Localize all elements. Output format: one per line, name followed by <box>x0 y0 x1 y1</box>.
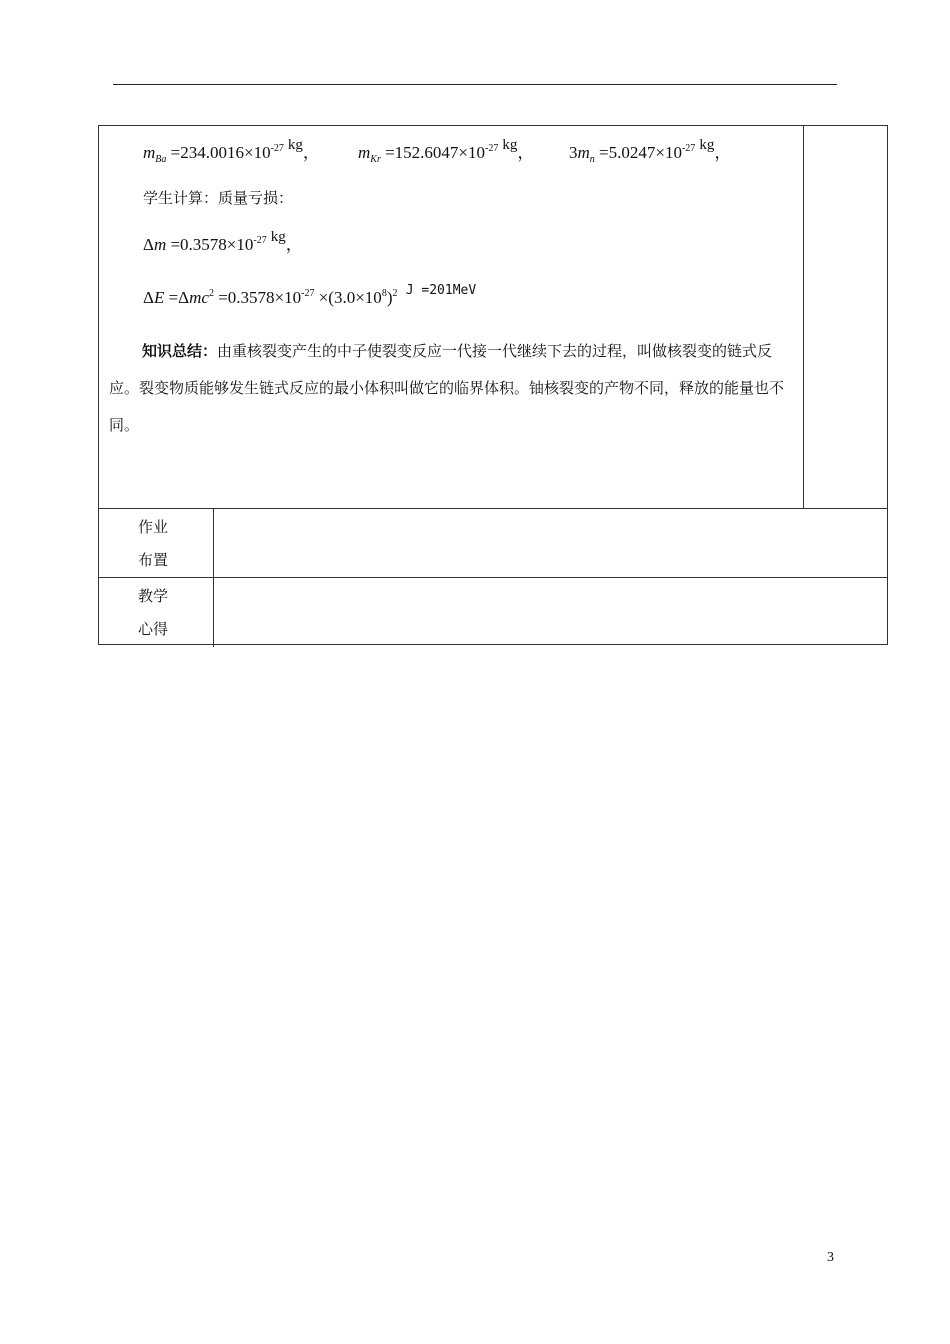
content-cell <box>99 126 804 509</box>
equation-m-ba: $m_{Ba} =234.0016\times 10^{-27}$ kg， <box>143 137 320 165</box>
student-calc-label: 学生计算：质量亏损： <box>143 189 294 207</box>
page-number: 3 <box>827 1250 834 1265</box>
homework-content <box>214 509 887 577</box>
homework-label: 作业 布置 <box>99 509 214 577</box>
equation-m-n: $3m_n =5.0247\times 10^{-27}$ kg， <box>569 137 732 165</box>
equation-delta-e: $\Delta E =\Delta mc^2 =0.3578\times 10^{-27} \times(3.0\times 10^8)^2$ $^{J =201MeV}$ <box>143 283 477 307</box>
reflection-row <box>99 578 887 647</box>
homework-row <box>99 509 887 578</box>
side-cell <box>804 126 888 509</box>
reflection-content <box>214 578 887 647</box>
header-rule <box>113 84 837 85</box>
summary-text: 由重核裂变产生的中子使裂变反应一代接一代继续下去的过程，叫做核裂变的链式反应。裂变物质能够发生链式反应的最小体积叫做它的临界体积。铀核裂变的产物不同，释放的能量也不同。 <box>109 342 785 434</box>
equation-delta-m: $\Delta m =0.3578\times 10^{-27}$ kg， <box>143 229 303 254</box>
equation-m-kr: $m_{Kr} =152.6047\times 10^{-27}$ kg， <box>358 137 535 165</box>
summary-label: 知识总结： <box>142 342 218 360</box>
lesson-table <box>98 125 888 645</box>
reflection-label: 教学 心得 <box>99 578 214 647</box>
knowledge-summary <box>109 333 799 444</box>
